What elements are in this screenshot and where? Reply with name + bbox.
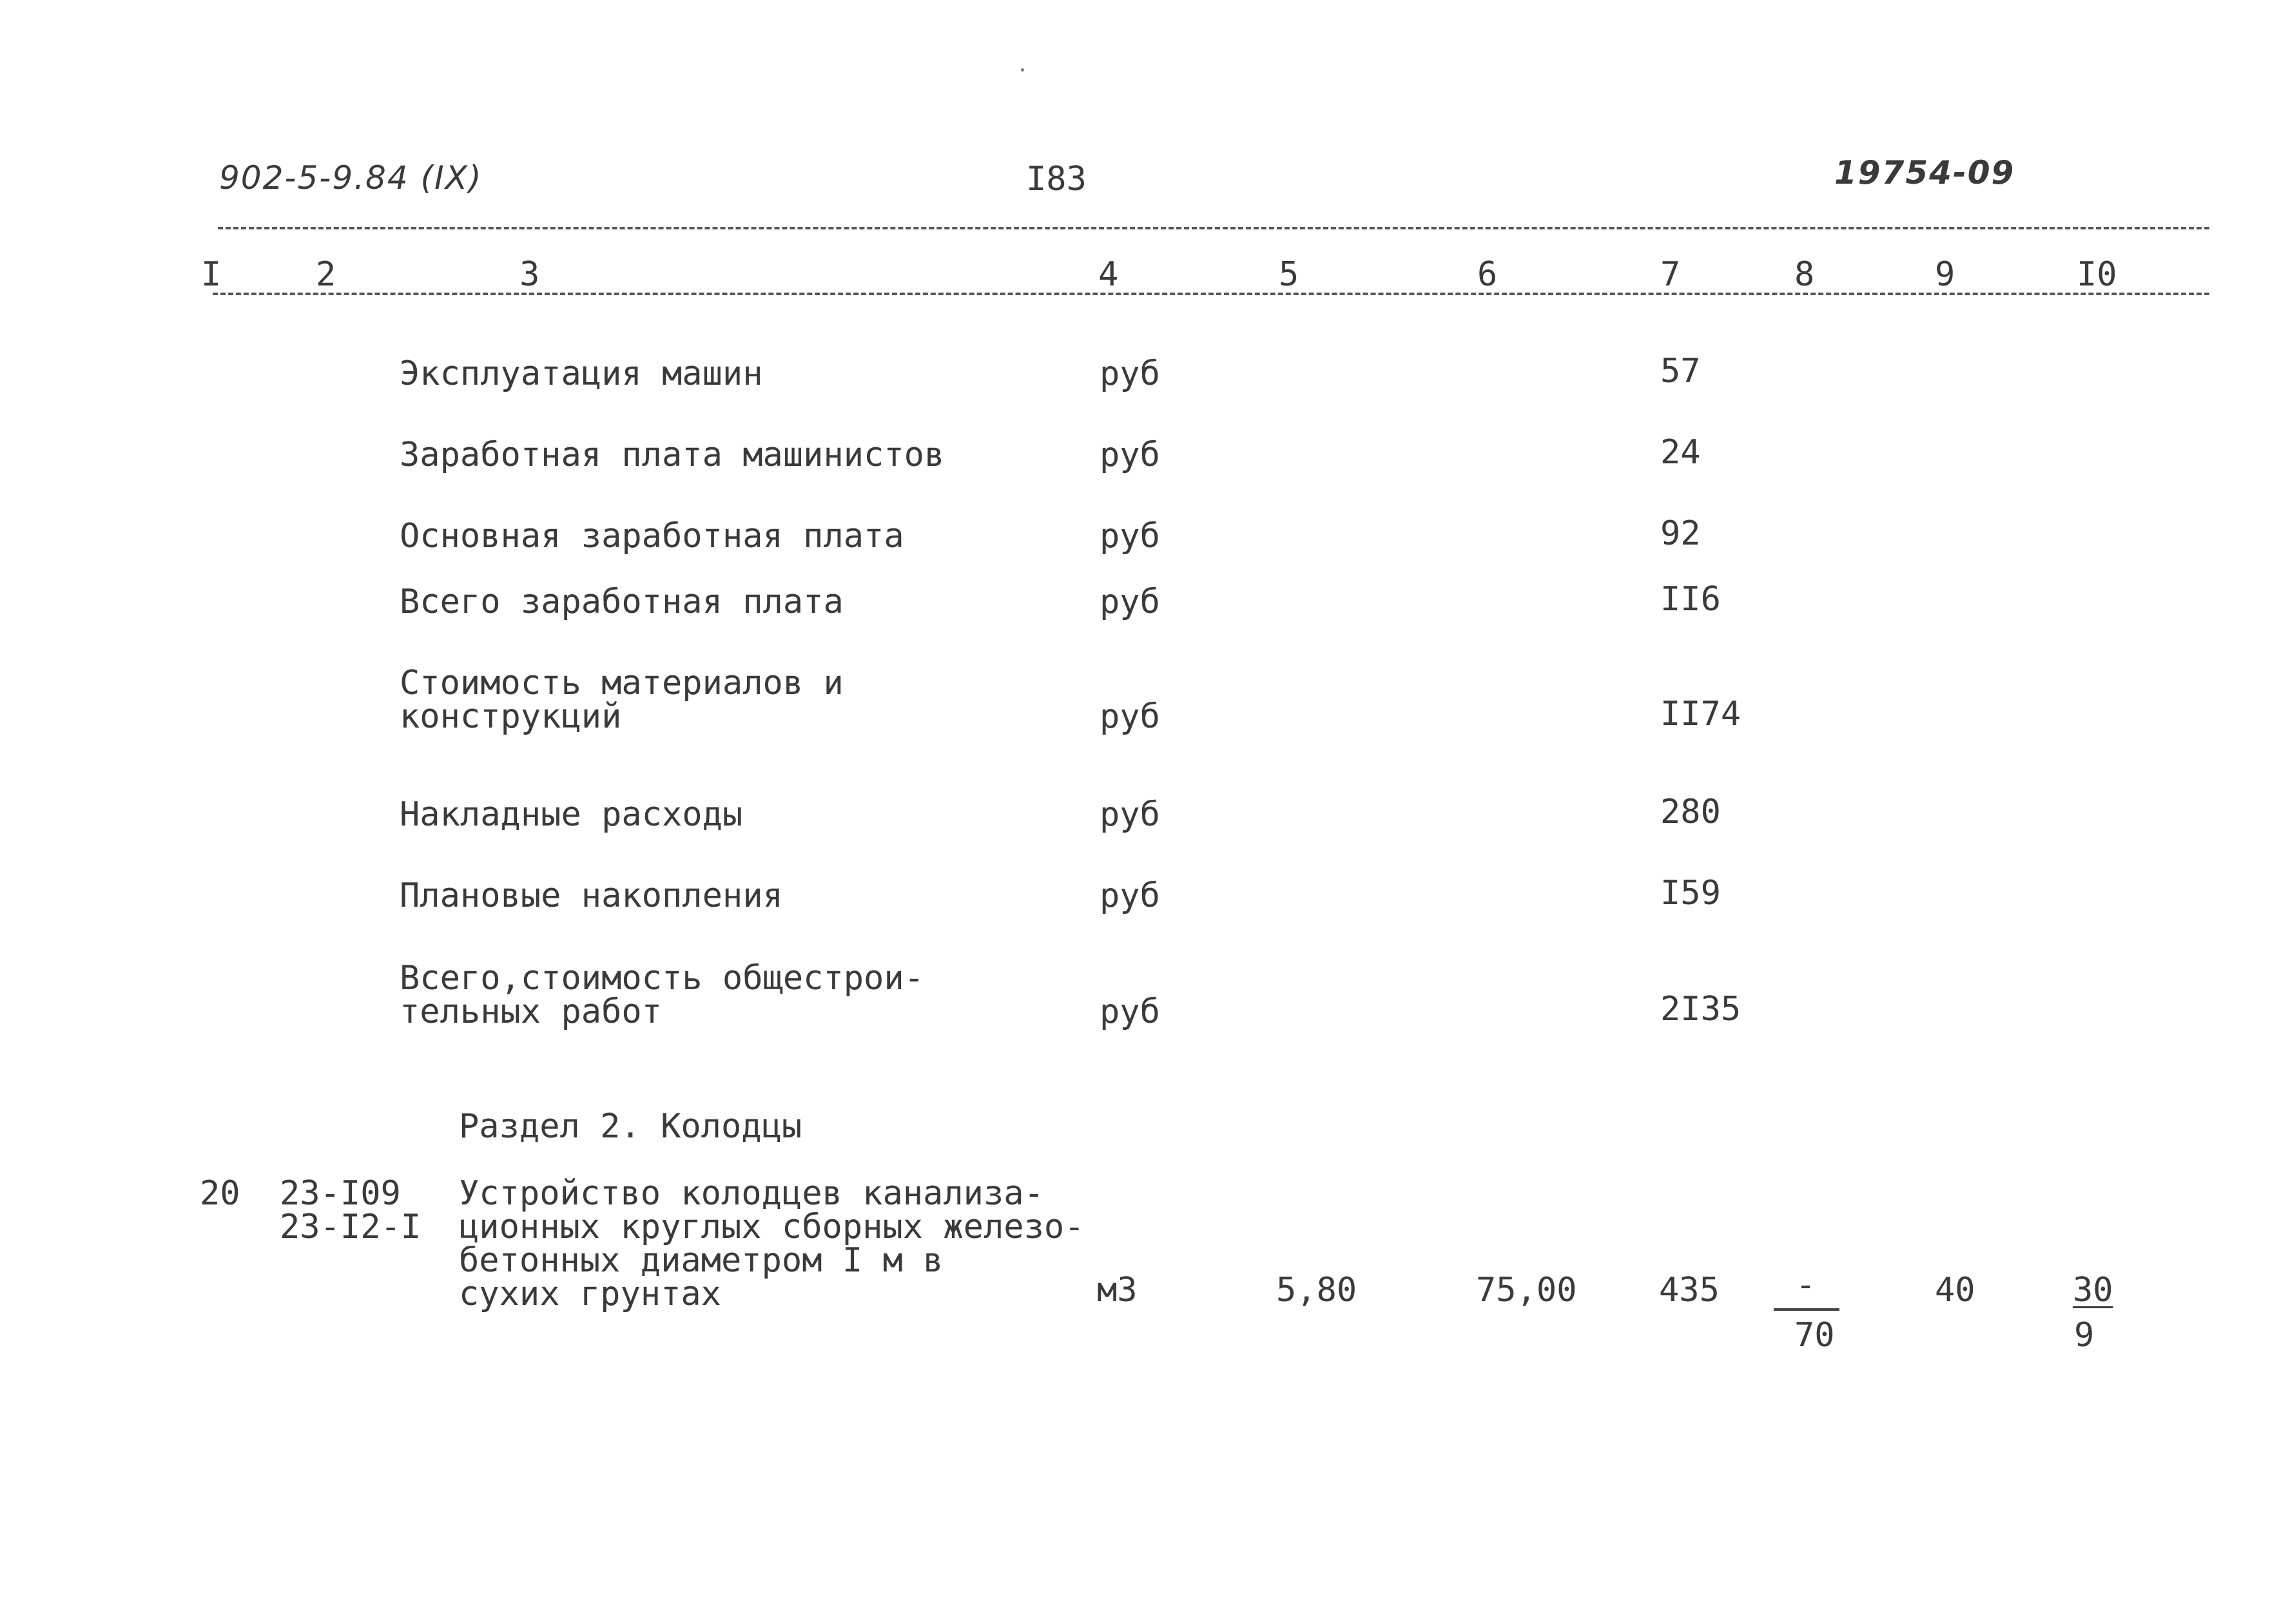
cost-row-name: Основная заработная плата xyxy=(400,517,904,556)
header-rule-bottom xyxy=(213,293,2209,295)
item-unit: м3 xyxy=(1097,1271,1138,1310)
item-total: 435 xyxy=(1659,1271,1720,1310)
header-rule-top xyxy=(218,227,2209,229)
doc-code: 902-5-9.84 (IX) xyxy=(219,159,483,197)
item-codes: 23-I09 23-I2-I xyxy=(280,1174,422,1246)
cost-row-value: 280 xyxy=(1660,793,1721,831)
cost-row-name: Накладные расходы xyxy=(400,795,743,834)
cost-row-name: Плановые накопления xyxy=(400,876,783,915)
cost-row-value: 92 xyxy=(1660,514,1701,553)
col-header-1: I xyxy=(201,255,222,294)
item-col9: 40 xyxy=(1935,1271,1975,1310)
col-header-7: 7 xyxy=(1660,255,1681,294)
col-header-10: I0 xyxy=(2077,255,2117,294)
cost-row-unit: руб xyxy=(1100,436,1160,474)
cost-row-value: II6 xyxy=(1660,580,1721,619)
col-header-4: 4 xyxy=(1098,255,1119,294)
cost-row-name: Всего заработная плата xyxy=(400,583,844,621)
col-header-8: 8 xyxy=(1794,255,1815,294)
cost-row-name: Заработная плата машинистов xyxy=(400,436,945,474)
item-col8-top: - xyxy=(1796,1266,1816,1304)
cost-row-name: Стоимость материалов и конструкций xyxy=(400,664,844,736)
item-unit-price: 75,00 xyxy=(1476,1271,1577,1310)
cost-row-name: Всего,стоимость общестрои- тельных работ xyxy=(400,959,924,1031)
cost-row-value: 24 xyxy=(1660,433,1701,472)
cost-row-unit: руб xyxy=(1100,354,1160,393)
col-header-2: 2 xyxy=(316,255,336,294)
item-quantity: 5,80 xyxy=(1276,1271,1357,1310)
col-header-9: 9 xyxy=(1935,255,1955,294)
cost-row-value: 2I35 xyxy=(1660,990,1741,1029)
section-title: Раздел 2. Колодцы xyxy=(459,1107,802,1146)
item-description: Устройство колодцев канализа- ционных круглых сборных железо- бетонных диаметром I м в сухих грунтах xyxy=(459,1174,1085,1313)
col-header-6: 6 xyxy=(1477,255,1498,294)
cost-row-value: 57 xyxy=(1660,352,1701,391)
scan-speck xyxy=(1021,68,1024,72)
cost-row-name: Эксплуатация машин xyxy=(400,354,763,393)
inventory-number: 19754-09 xyxy=(1834,154,2015,191)
fraction-bar xyxy=(1774,1308,1839,1311)
cost-row-unit: руб xyxy=(1100,992,1160,1031)
cost-row-value: I59 xyxy=(1660,874,1721,913)
item-number: 20 xyxy=(200,1174,240,1213)
cost-row-unit: руб xyxy=(1100,517,1160,556)
item-col8-bottom: 70 xyxy=(1794,1316,1835,1355)
cost-row-value: II74 xyxy=(1660,695,1741,733)
cost-row-unit: руб xyxy=(1100,795,1160,834)
col-header-5: 5 xyxy=(1279,255,1299,294)
cost-row-unit: руб xyxy=(1100,876,1160,915)
cost-row-unit: руб xyxy=(1100,697,1160,736)
page-number: I83 xyxy=(1026,160,1087,198)
item-col10-top: 30 xyxy=(2073,1271,2113,1310)
cost-row-unit: руб xyxy=(1100,583,1160,621)
col-header-3: 3 xyxy=(519,255,540,294)
item-col10-bottom: 9 xyxy=(2074,1316,2095,1355)
